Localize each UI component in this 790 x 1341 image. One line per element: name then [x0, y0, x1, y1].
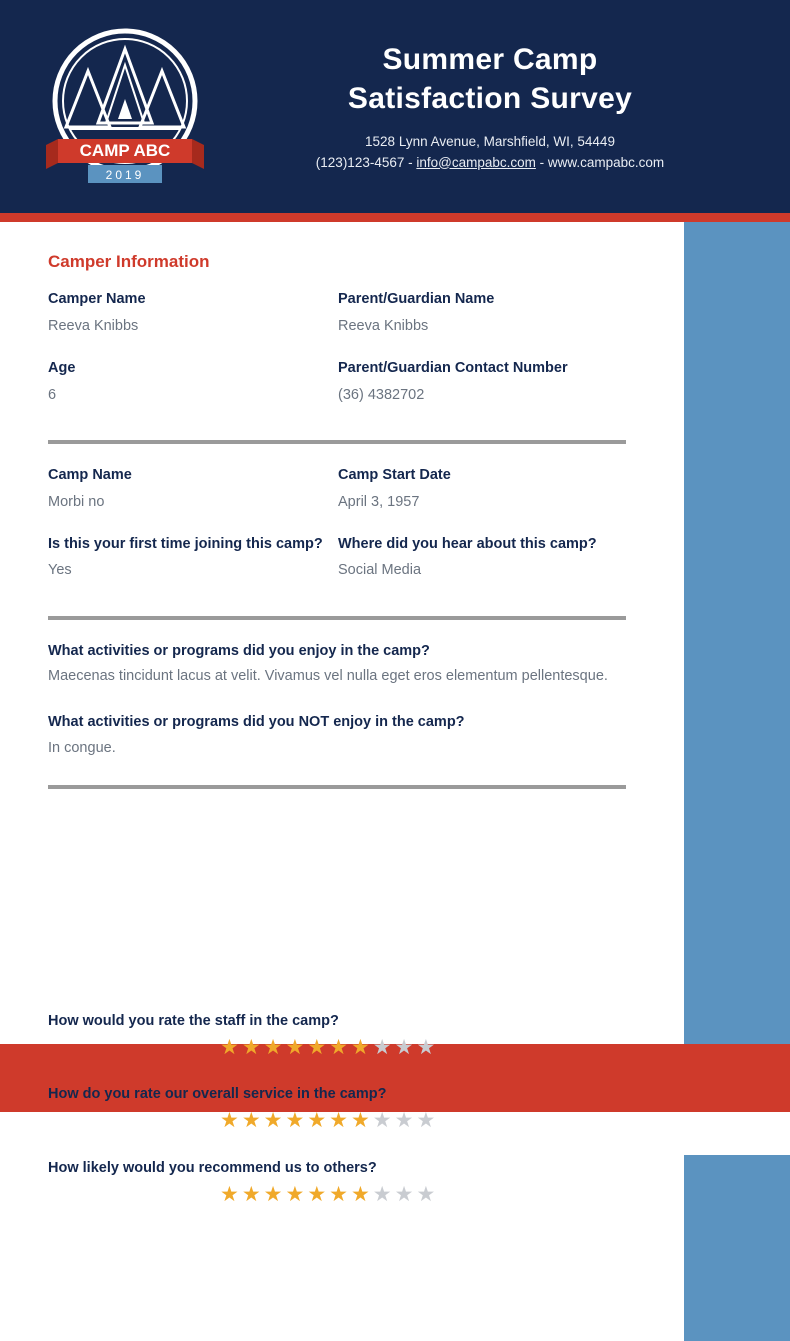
star-icon[interactable]: ★	[416, 1036, 439, 1060]
star-icon[interactable]: ★	[220, 1182, 242, 1206]
ratings-section	[0, 961, 690, 1207]
field-value[interactable]: Reeva Knibbs	[48, 317, 139, 334]
phone-text: (123)123-4567 -	[315, 154, 417, 170]
question-label: What activities or programs did you NOT enjoy in the camp?	[48, 714, 465, 731]
logo	[0, 27, 250, 187]
star-icon[interactable]: ★	[329, 1109, 351, 1133]
camper-information-heading: Camper Information	[48, 252, 210, 271]
star-icon[interactable]: ★	[285, 1036, 308, 1060]
field-hear-about	[338, 535, 628, 582]
page-title	[250, 40, 730, 118]
rating-stars[interactable]	[48, 1035, 642, 1060]
rating-overall-service	[48, 1086, 642, 1133]
contact-line	[250, 153, 730, 174]
field-parent-name	[338, 290, 628, 337]
camp-abc-logo-icon	[40, 27, 210, 187]
rating-recommend	[48, 1160, 642, 1207]
star-icon[interactable]: ★	[394, 1182, 417, 1206]
rating-label: How do you rate our overall service in the camp?	[48, 1086, 387, 1103]
question-label: What activities or programs did you enjoy in the camp?	[48, 642, 430, 659]
survey-body	[0, 222, 690, 961]
star-icon[interactable]: ★	[307, 1109, 330, 1133]
header-text-block	[250, 40, 790, 174]
field-label: Camp Name	[48, 466, 132, 483]
camper-information-fields	[48, 290, 642, 428]
logo-name-text: CAMP ABC	[79, 140, 171, 160]
field-value[interactable]: Yes	[48, 562, 72, 579]
camp-details-fields	[48, 466, 642, 604]
star-icon[interactable]: ★	[241, 1109, 264, 1133]
question-not-enjoyed	[48, 713, 608, 759]
star-icon[interactable]: ★	[329, 1182, 351, 1206]
star-icon[interactable]: ★	[372, 1109, 395, 1133]
question-answer[interactable]: In congue.	[48, 740, 116, 757]
star-icon[interactable]: ★	[416, 1182, 439, 1206]
star-icon[interactable]: ★	[285, 1182, 308, 1206]
star-icon[interactable]: ★	[350, 1109, 373, 1133]
decorative-blue-rail-bottom	[684, 1155, 790, 1341]
field-label: Camp Start Date	[338, 466, 451, 483]
star-icon[interactable]: ★	[394, 1109, 417, 1133]
star-icon[interactable]: ★	[350, 1182, 373, 1206]
star-icon[interactable]: ★	[307, 1036, 330, 1060]
field-label: Age	[48, 359, 76, 376]
contact-info	[250, 132, 730, 174]
field-camper-name	[48, 290, 338, 337]
field-age	[48, 359, 338, 406]
section-divider-3	[48, 785, 626, 789]
star-icon[interactable]: ★	[241, 1182, 264, 1206]
question-answer[interactable]: Maecenas tincidunt lacus at velit. Vivamus vel nulla eget eros elementum pellentesque.	[48, 668, 608, 685]
star-icon[interactable]: ★	[220, 1109, 242, 1133]
page-title-line2: Satisfaction Survey	[347, 81, 633, 115]
rating-label: How likely would you recommend us to others?	[48, 1159, 377, 1176]
star-icon[interactable]: ★	[350, 1036, 373, 1060]
field-value[interactable]: April 3, 1957	[338, 493, 420, 510]
field-camp-name	[48, 466, 338, 513]
star-icon[interactable]: ★	[263, 1109, 286, 1133]
field-label: Is this your first time joining this camp?	[48, 535, 323, 552]
field-label: Where did you hear about this camp?	[338, 535, 597, 552]
page-title-line1: Summer Camp	[382, 42, 598, 76]
website-text: - www.campabc.com	[535, 154, 665, 170]
blank-space	[48, 811, 642, 961]
header-red-rule	[0, 213, 790, 222]
field-value[interactable]: 6	[48, 386, 57, 403]
star-icon[interactable]: ★	[394, 1036, 417, 1060]
star-icon[interactable]: ★	[285, 1109, 308, 1133]
question-enjoyed	[48, 642, 608, 688]
field-label: Parent/Guardian Contact Number	[338, 359, 568, 376]
star-icon[interactable]: ★	[372, 1182, 395, 1206]
star-icon[interactable]: ★	[220, 1036, 242, 1060]
decorative-blue-rail-top	[684, 222, 790, 1044]
field-first-time	[48, 535, 338, 582]
field-parent-contact	[338, 359, 628, 406]
star-icon[interactable]: ★	[329, 1036, 351, 1060]
address-line: 1528 Lynn Avenue, Marshfield, WI, 54449	[365, 133, 615, 149]
star-icon[interactable]: ★	[372, 1036, 395, 1060]
field-value[interactable]: Social Media	[338, 562, 422, 579]
section-divider-2	[48, 616, 626, 620]
star-icon[interactable]: ★	[263, 1182, 286, 1206]
rating-label: How would you rate the staff in the camp?	[48, 1013, 339, 1030]
field-label: Camper Name	[48, 291, 146, 307]
logo-year-text: 2019	[105, 167, 145, 182]
rating-stars[interactable]	[48, 1108, 642, 1133]
email-link[interactable]: info@campabc.com	[416, 154, 536, 170]
star-icon[interactable]: ★	[263, 1036, 286, 1060]
field-camp-start-date	[338, 466, 628, 513]
star-icon[interactable]: ★	[307, 1182, 330, 1206]
page-header	[0, 0, 790, 213]
field-value[interactable]: Reeva Knibbs	[338, 317, 429, 334]
section-divider-1	[48, 440, 626, 444]
star-icon[interactable]: ★	[241, 1036, 264, 1060]
rating-stars[interactable]	[48, 1182, 642, 1207]
field-label: Parent/Guardian Name	[338, 291, 495, 307]
rating-staff	[48, 1013, 642, 1060]
star-icon[interactable]: ★	[416, 1109, 439, 1133]
field-value[interactable]: Morbi no	[48, 493, 105, 510]
field-value[interactable]: (36) 4382702	[338, 386, 425, 403]
